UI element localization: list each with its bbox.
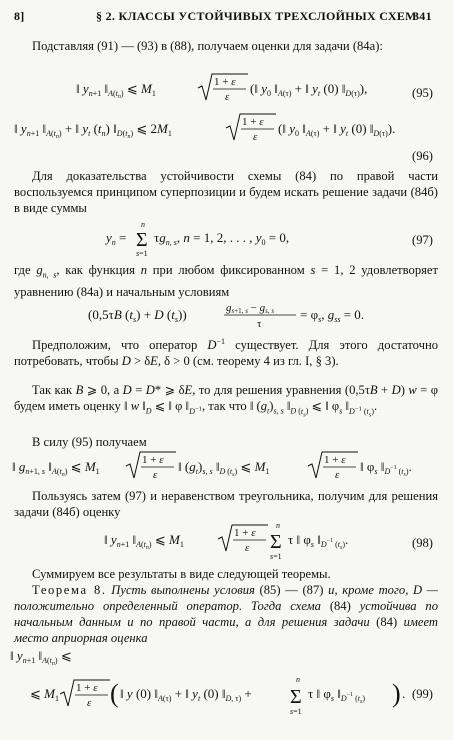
svg-text:1 + ε: 1 + ε [142, 454, 164, 466]
svg-text:): ) [392, 679, 401, 708]
equation-99-line-2 [0, 672, 453, 720]
equation-97 [0, 218, 453, 258]
svg-text:ε: ε [87, 697, 92, 709]
paragraph-3: где $g_{n, s}$, как функция n при любом фиксированном s = 1, 2 удовлетворяет уравнению (84а) и начальным условиям [14, 263, 438, 299]
svg-text:Σ: Σ [270, 531, 282, 553]
equation-g-estimate [0, 450, 453, 484]
svg-text:‖ yn+1 ‖A(tn) ⩽: ‖ $y_n+1$ $‖_A(tn)$ ⩽ [10, 648, 72, 667]
equation-95 [0, 72, 453, 106]
svg-text:ε: ε [253, 131, 258, 143]
paragraph-2: Для доказательства устойчивости схемы (84) по правой части воспользуемся принципом суперпозиции и будем искать решение задачи (84б) в виде суммы [14, 169, 438, 215]
svg-text:n: n [276, 521, 280, 530]
paragraph-7: Пользуясь затем (97) и неравенством треугольника, получим для решения задачи (84б) оценку [14, 489, 438, 519]
svg-text:1 + ε: 1 + ε [214, 76, 236, 88]
running-title: § 2. КЛАССЫ УСТОЙЧИВЫХ ТРЕХСЛОЙНЫХ СХЕМ [96, 9, 417, 23]
equation-number-96: (96) [412, 149, 433, 163]
svg-text:ε: ε [225, 91, 230, 103]
svg-text:⩽ M1: ⩽ $M_1$ [30, 686, 59, 703]
equation-number-99: (99) [412, 687, 433, 701]
equation-number-97: (97) [412, 233, 433, 247]
svg-text:yn =: $y_n$ = [106, 230, 127, 247]
svg-text:gs+1, s − gs, s: gs+1, s − gs, s [226, 302, 275, 315]
paragraph-8: Суммируем все результаты в виде следующей теоремы. [32, 567, 331, 581]
paragraph-5: Так как B ⩾ 0, а D = D* ⩾ δE, то для решения уравнения (0,5τB + D) w = φ будем иметь оценку ‖ w $‖_D$ ⩽ ‖ φ $‖_{D^{-1}}$, так что ‖ $(g_t)_{s, s}$ $‖_{D (t_s)}$ ⩽ ‖ $\varphi_s$ $‖_{D^{-1} (t_s)}$. [14, 383, 438, 419]
equation-initial-conditions [0, 298, 453, 332]
theorem-8: Теорема 8. Пусть выполнены условия (85) — (87) и, кроме того, D — положительно определенный оператор. Тогда схема (84) устойчива по начальным данным и по правой части, а для решения задачи (84) имеет место априорная оценка [14, 583, 439, 645]
svg-text:n: n [141, 220, 145, 229]
svg-text:s=1: s=1 [290, 707, 302, 716]
svg-text:s=1: s=1 [270, 552, 282, 561]
svg-text:‖ yn+1 ‖A(tn) + ‖ yt (tn) ‖D(t: ‖ $y_n+1$ $‖_A(tn)$ + ‖ $y_t$ $(t_n)$ $‖_D(tn)$ ⩽ $2M_1$ [14, 121, 172, 140]
equation-number-98: (98) [412, 536, 433, 550]
svg-text:ε: ε [335, 469, 340, 481]
svg-text:1 + ε: 1 + ε [242, 116, 264, 128]
svg-text:n: n [296, 675, 300, 684]
svg-text:(0,5τB (ts) + D (ts)): (0,5τB $(t_s) + D$ $(t_s)$) [88, 307, 187, 324]
svg-text:‖ φs ‖D−1 (ts).: ‖ $\varphi_s$ $‖_D^{-1}$ $_($ts). [360, 459, 412, 478]
equation-96 [0, 112, 453, 146]
svg-text:1 + ε: 1 + ε [234, 527, 256, 539]
svg-text:1 + ε: 1 + ε [324, 454, 346, 466]
svg-text:‖ gn+1, s ‖A(tn) ⩽ M1: ‖ $g_n+1$, s $‖_A(tn)$ ⩽ $M_1$ [12, 459, 100, 478]
svg-text:(‖ y0 ‖A(τ) + ‖ yt (0) ‖D(τ)).: (‖ $y_0$ $‖_A(\tau)$ + ‖ $y_t$ (0) $‖_D(\tau)$). [278, 121, 396, 138]
svg-text:(: ( [110, 679, 119, 708]
svg-text:(‖ y0 ‖A(τ) + ‖ yt (0) ‖D(τ)),: (‖ $y_0$ $‖_A(\tau)$ + ‖ $y_t$ (0) $‖_D(\tau)$), [250, 81, 368, 98]
page-number: 341 [413, 9, 432, 23]
svg-text:ε: ε [245, 542, 250, 554]
svg-text:‖ y (0) ‖A(τ) + ‖ yt (0) ‖D, τ: ‖ y (0) $‖_A(\tau)$ + ‖ $y_t$ (0) $‖_D$, τ) + [120, 686, 252, 703]
svg-text:‖ yn+1 ‖A(tn) ⩽ M1: ‖ $y_n+1$ $‖_A(tn)$ ⩽ $M_1$ [104, 532, 184, 551]
header-left-mark: 8] [14, 9, 25, 23]
svg-text:ε: ε [153, 469, 158, 481]
svg-text:‖ yn+1 ‖A(tn) ⩽ M1: ‖ $y_n+1$ $‖_A(tn)$ ⩽ $M_1$ [76, 81, 156, 100]
svg-text:τ ‖ φs ‖D−1 (ts): τ ‖ $\varphi_s$ $‖_D^{-1}$ $_($ts) [308, 686, 366, 705]
svg-text:Σ: Σ [136, 229, 148, 251]
svg-text:s=1: s=1 [136, 249, 148, 258]
svg-text:= φs, gss = 0.: = $\varphi_s$, $g_{ss} = 0$. [300, 307, 365, 324]
svg-text:τgn, s, n = 1, 2, . . . ,: $\tau g_n$, s, n = 1, 2, . . . , $y_0 = 0$, [154, 230, 290, 247]
paragraph-4: Предположим, что оператор $D^{-1}$ существует. Для этого достаточно потребовать, чтобы D > δE, δ > 0 (см. теорему 4 из гл. I, § 3). [14, 337, 439, 369]
equation-99-line-1 [0, 644, 453, 670]
paragraph-1: Подставляя (91) — (93) в (88), получаем оценки для задачи (84а): [32, 39, 383, 53]
svg-text:.: . [402, 686, 406, 701]
paragraph-6: В силу (95) получаем [32, 435, 147, 449]
svg-text:‖ (gt)s, s ‖D (ts) ⩽ M1: ‖ $(g_t)_s$, s $‖_D$ (ts) ⩽ $M_1$ [178, 459, 270, 478]
svg-text:τ ‖ φs ‖D−1 (ts).: τ ‖ $\varphi_s$ $‖_D^{-1}$ $_($ts). [288, 532, 349, 551]
svg-text:τ: τ [257, 318, 262, 330]
equation-number-95: (95) [412, 86, 433, 100]
equation-98 [0, 520, 453, 562]
svg-text:1 + ε: 1 + ε [76, 682, 98, 694]
svg-text:Σ: Σ [290, 686, 302, 708]
